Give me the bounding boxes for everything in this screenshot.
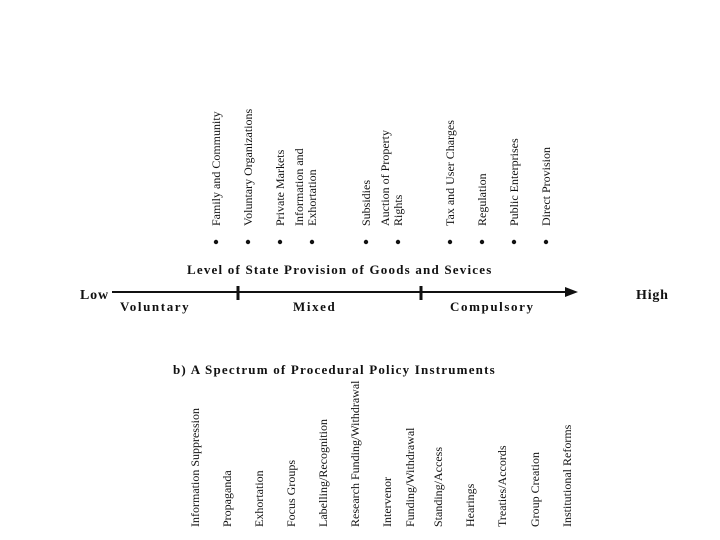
procedural-item-label: Funding/Withdrawal [403,427,417,527]
procedural-title: b) A Spectrum of Procedural Policy Instruments [173,362,496,377]
bullet-icon [480,240,484,244]
substantive-item [507,138,521,244]
procedural-item-label: Exhortation [252,470,266,527]
substantive-item [241,108,255,244]
procedural-item-label: Research Funding/Withdrawal [348,380,362,527]
substantive-item-label: Information and [292,148,306,226]
bullet-icon [214,240,218,244]
procedural-item-label: Treaties/Accords [495,445,509,527]
segment-mixed: Mixed [293,299,337,314]
procedural-item-label: Labelling/Recognition [316,419,330,527]
axis-arrow-icon [565,287,578,297]
procedural-item-label: Institutional Reforms [560,424,574,527]
axis-high-label: High [636,288,669,303]
procedural-item-label: Information Suppression [188,408,202,527]
substantive-item-label: Public Enterprises [507,138,521,226]
segment-voluntary: Voluntary [120,299,191,314]
procedural-instrument-list [188,380,574,527]
axis-low-label: Low [80,288,109,303]
substantive-item-label: Regulation [475,173,489,226]
procedural-item-label: Group Creation [528,452,542,527]
procedural-item-label: Standing/Access [431,447,445,527]
substantive-item [292,148,319,244]
bullet-icon [278,240,282,244]
substantive-item-label: Tax and User Charges [443,120,457,226]
substantive-item [359,180,373,245]
bullet-icon [396,240,400,244]
segment-compulsory: Compulsory [450,299,535,314]
procedural-item-label: Hearings [463,483,477,527]
substantive-instrument-list [209,108,553,244]
substantive-item-label: Family and Community [209,111,223,226]
bullet-icon [364,240,368,244]
procedural-item-label: Focus Groups [284,459,298,527]
substantive-item-label: Exhortation [305,169,319,226]
substantive-item [443,120,457,244]
substantive-item [209,111,223,244]
substantive-item-label: Subsidies [359,179,373,226]
substantive-item [539,147,553,244]
substantive-item-label: Direct Provision [539,147,553,226]
substantive-item-label: Rights [391,194,405,226]
axis-title: Level of State Provision of Goods and Sevices [187,262,493,277]
substantive-item [378,130,405,244]
procedural-item-label: Propaganda [220,470,234,527]
bullet-icon [448,240,452,244]
procedural-item-label: Intervenor [380,477,394,527]
bullet-icon [246,240,250,244]
substantive-item-label: Voluntary Organizations [241,108,255,226]
substantive-item [475,173,489,244]
bullet-icon [544,240,548,244]
substantive-item [273,149,287,244]
bullet-icon [512,240,516,244]
bullet-icon [310,240,314,244]
substantive-item-label: Private Markets [273,149,287,226]
substantive-item-label: Auction of Property [378,130,392,226]
